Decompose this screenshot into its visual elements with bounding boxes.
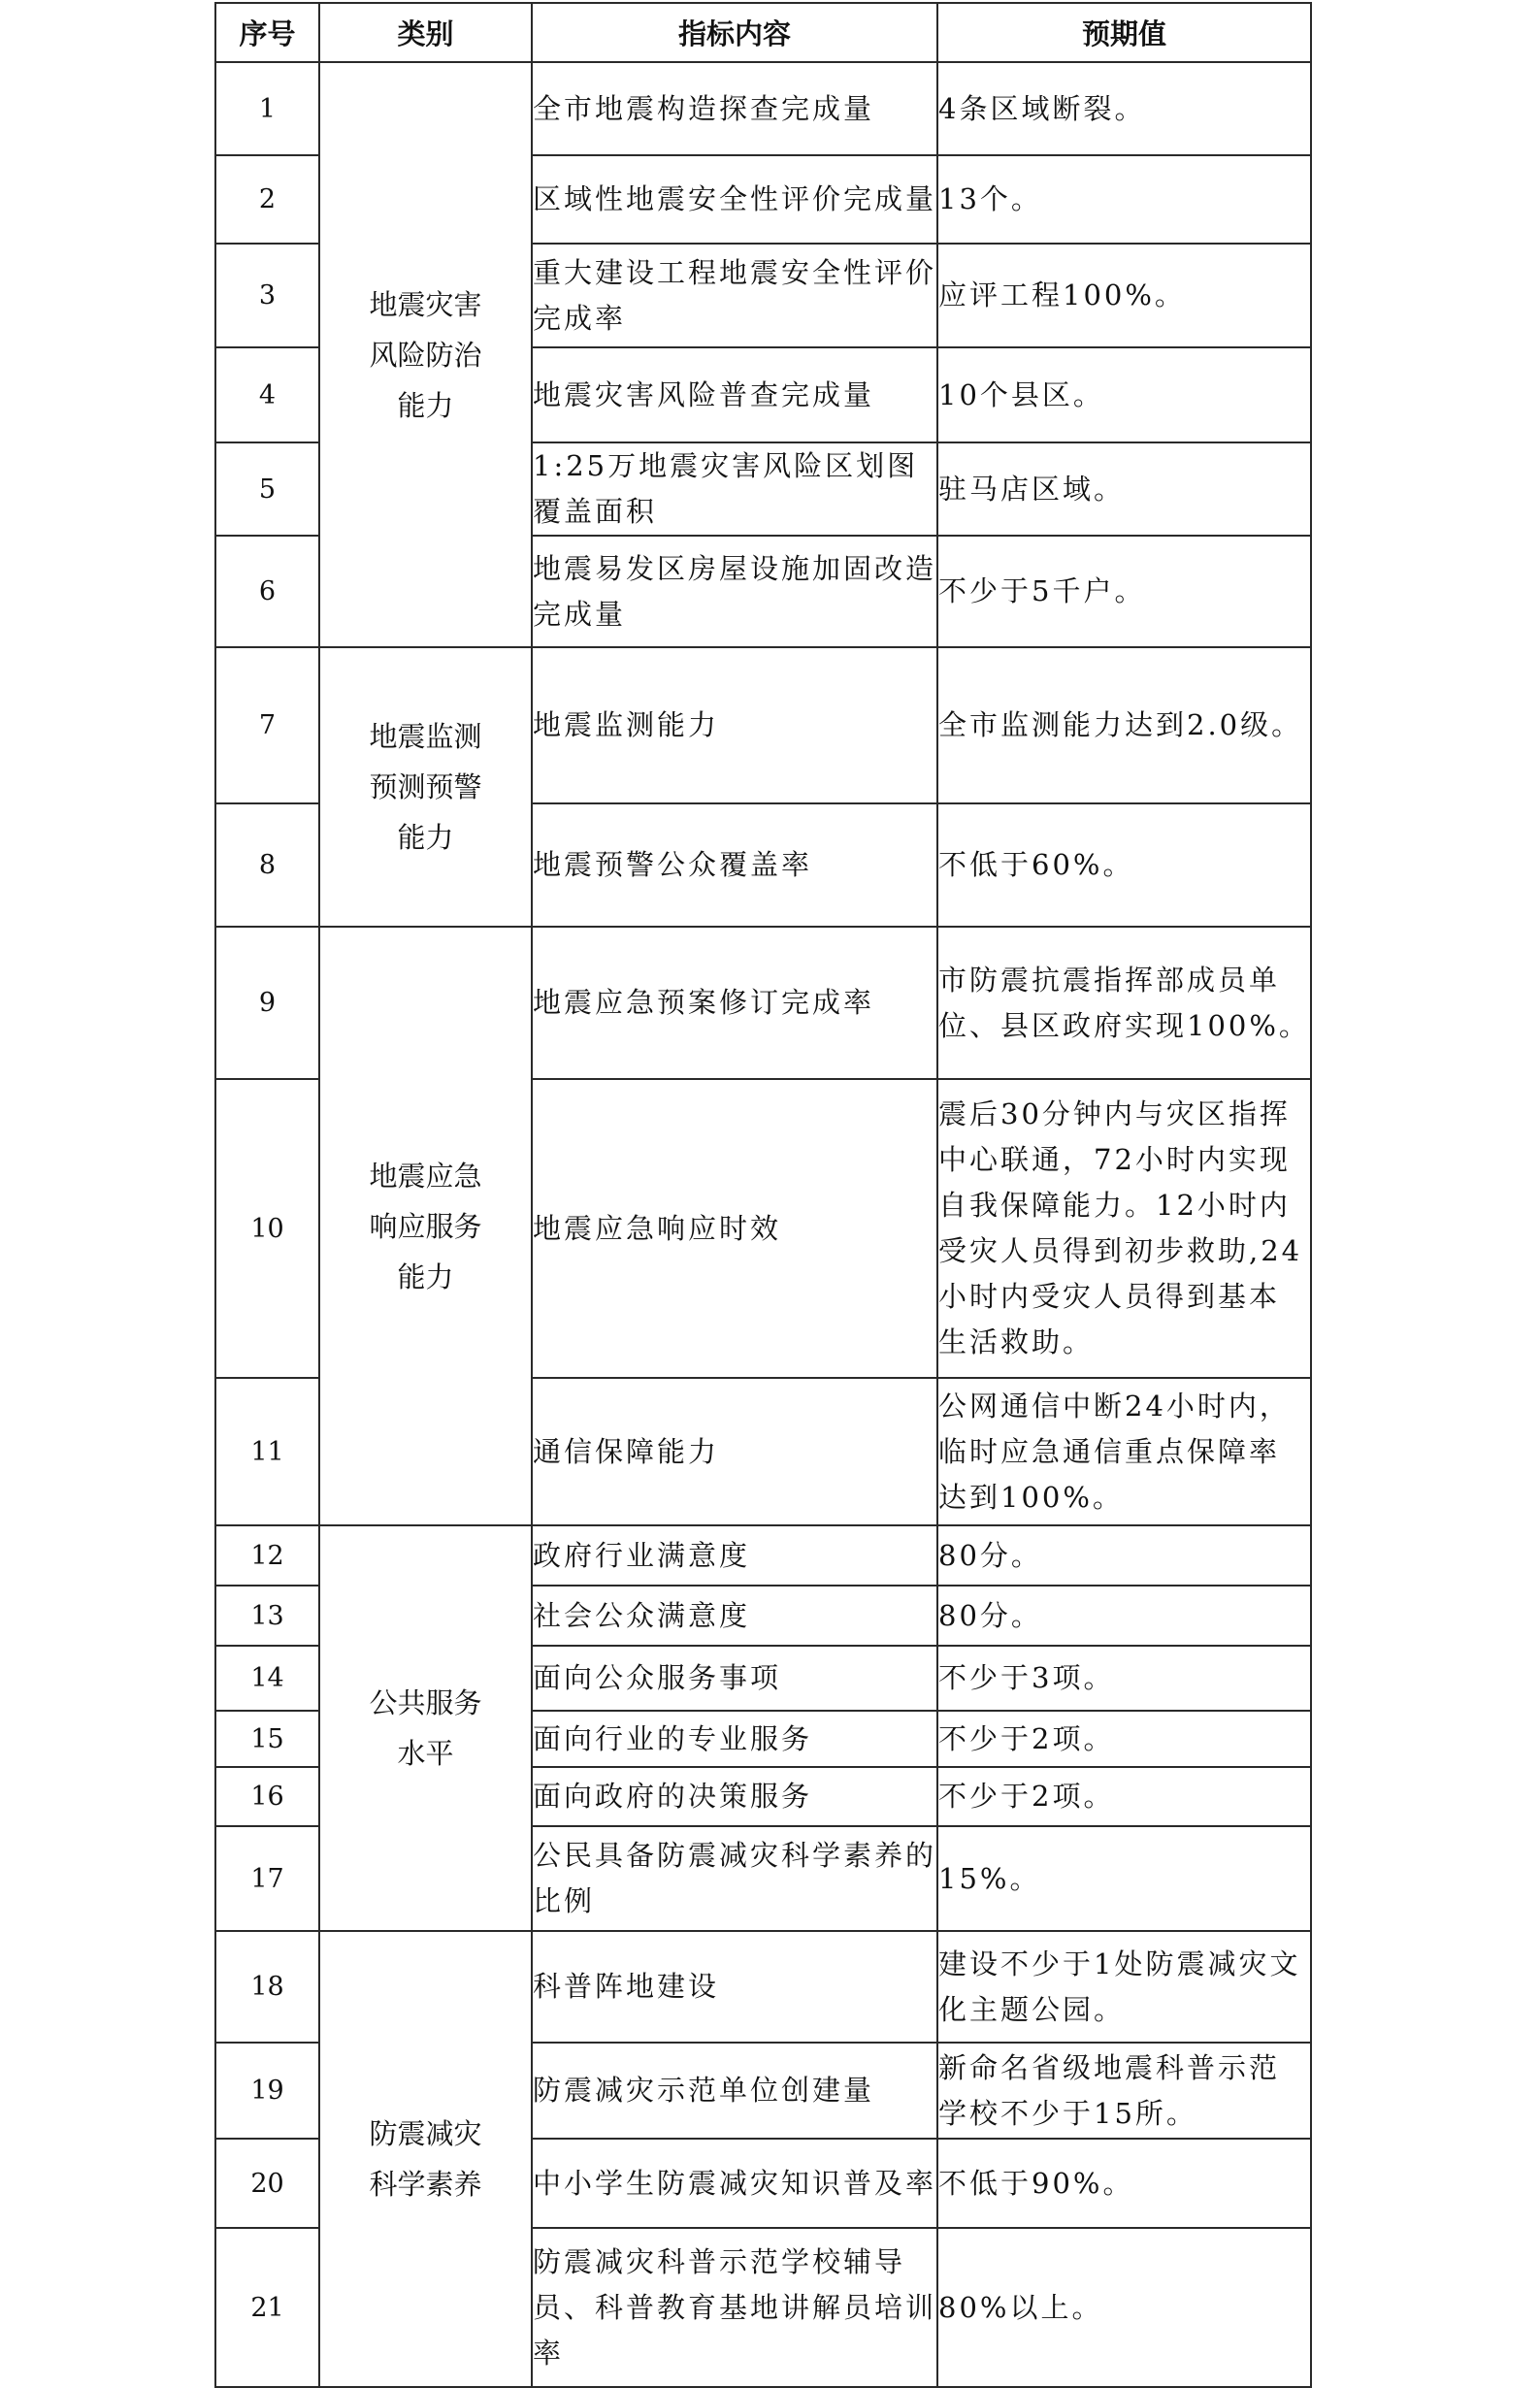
expected-value-cell: 15%。 xyxy=(937,1826,1311,1931)
row-serial-number: 19 xyxy=(215,2043,319,2139)
expected-value-cell: 建设不少于1处防震减灾文化主题公园。 xyxy=(937,1931,1311,2043)
expected-value-cell: 不低于90%。 xyxy=(937,2139,1311,2228)
indicator-cell: 中小学生防震减灾知识普及率 xyxy=(532,2139,937,2228)
row-serial-number: 2 xyxy=(215,155,319,244)
expected-value-cell: 不少于2项。 xyxy=(937,1767,1311,1826)
table-row xyxy=(215,1931,1311,2043)
indicator-cell: 1:25万地震灾害风险区划图覆盖面积 xyxy=(532,442,937,536)
indicator-cell: 地震监测能力 xyxy=(532,647,937,803)
row-serial-number: 3 xyxy=(215,244,319,347)
expected-value-cell: 不低于60%。 xyxy=(937,803,1311,927)
row-serial-number: 9 xyxy=(215,927,319,1079)
row-serial-number: 4 xyxy=(215,347,319,442)
category-label: 公共服务水平 xyxy=(369,1686,482,1770)
indicator-cell: 面向行业的专业服务 xyxy=(532,1711,937,1767)
expected-value-cell: 不少于5千户。 xyxy=(937,536,1311,647)
indicator-cell: 区域性地震安全性评价完成量 xyxy=(532,155,937,244)
expected-value-cell: 13个。 xyxy=(937,155,1311,244)
row-serial-number: 12 xyxy=(215,1525,319,1586)
indicator-cell: 重大建设工程地震安全性评价完成率 xyxy=(532,244,937,347)
category-cell xyxy=(319,647,532,927)
indicator-cell: 面向政府的决策服务 xyxy=(532,1767,937,1826)
indicator-table xyxy=(214,2,1312,2388)
row-serial-number: 1 xyxy=(215,62,319,155)
category-cell xyxy=(319,62,532,647)
expected-value-cell: 80分。 xyxy=(937,1586,1311,1646)
row-serial-number: 21 xyxy=(215,2228,319,2387)
header-expected-value: 预期值 xyxy=(937,3,1311,62)
indicator-cell: 通信保障能力 xyxy=(532,1378,937,1525)
row-serial-number: 11 xyxy=(215,1378,319,1525)
row-serial-number: 5 xyxy=(215,442,319,536)
expected-value-cell: 4条区域断裂。 xyxy=(937,62,1311,155)
row-serial-number: 10 xyxy=(215,1079,319,1378)
expected-value-cell: 新命名省级地震科普示范学校不少于15所。 xyxy=(937,2043,1311,2139)
expected-value-cell: 公网通信中断24小时内，临时应急通信重点保障率达到100%。 xyxy=(937,1378,1311,1525)
header-row xyxy=(215,3,1311,62)
indicator-cell: 公民具备防震减灾科学素养的比例 xyxy=(532,1826,937,1931)
row-serial-number: 6 xyxy=(215,536,319,647)
row-serial-number: 20 xyxy=(215,2139,319,2228)
expected-value-cell: 驻马店区域。 xyxy=(937,442,1311,536)
category-cell xyxy=(319,1931,532,2387)
expected-value-cell: 震后30分钟内与灾区指挥中心联通，72小时内实现自我保障能力。12小时内受灾人员得到初步救助,24小时内受灾人员得到基本生活救助。 xyxy=(937,1079,1311,1378)
expected-value-cell: 全市监测能力达到2.0级。 xyxy=(937,647,1311,803)
row-serial-number: 8 xyxy=(215,803,319,927)
table-body xyxy=(215,62,1311,2387)
expected-value-cell: 市防震抗震指挥部成员单位、县区政府实现100%。 xyxy=(937,927,1311,1079)
table-row xyxy=(215,1525,1311,1586)
row-serial-number: 17 xyxy=(215,1826,319,1931)
category-label: 地震灾害风险防治能力 xyxy=(369,287,482,422)
expected-value-cell: 不少于2项。 xyxy=(937,1711,1311,1767)
category-label: 地震应急响应服务能力 xyxy=(369,1159,482,1293)
indicator-cell: 社会公众满意度 xyxy=(532,1586,937,1646)
category-cell xyxy=(319,1525,532,1931)
header-serial-number: 序号 xyxy=(215,3,319,62)
table-row xyxy=(215,647,1311,803)
table-header xyxy=(215,3,1311,62)
table-row xyxy=(215,62,1311,155)
indicator-cell: 全市地震构造探查完成量 xyxy=(532,62,937,155)
indicator-cell: 地震应急预案修订完成率 xyxy=(532,927,937,1079)
row-serial-number: 13 xyxy=(215,1586,319,1646)
header-indicator: 指标内容 xyxy=(532,3,937,62)
table-row xyxy=(215,927,1311,1079)
expected-value-cell: 80%以上。 xyxy=(937,2228,1311,2387)
category-cell xyxy=(319,927,532,1525)
expected-value-cell: 10个县区。 xyxy=(937,347,1311,442)
indicator-cell: 政府行业满意度 xyxy=(532,1525,937,1586)
indicator-cell: 地震灾害风险普查完成量 xyxy=(532,347,937,442)
expected-value-cell: 80分。 xyxy=(937,1525,1311,1586)
indicator-cell: 科普阵地建设 xyxy=(532,1931,937,2043)
row-serial-number: 18 xyxy=(215,1931,319,2043)
row-serial-number: 7 xyxy=(215,647,319,803)
indicator-cell: 地震应急响应时效 xyxy=(532,1079,937,1378)
row-serial-number: 16 xyxy=(215,1767,319,1826)
indicator-cell: 面向公众服务事项 xyxy=(532,1646,937,1711)
row-serial-number: 14 xyxy=(215,1646,319,1711)
indicator-cell: 地震预警公众覆盖率 xyxy=(532,803,937,927)
indicator-cell: 防震减灾科普示范学校辅导员、科普教育基地讲解员培训率 xyxy=(532,2228,937,2387)
expected-value-cell: 不少于3项。 xyxy=(937,1646,1311,1711)
expected-value-cell: 应评工程100%。 xyxy=(937,244,1311,347)
indicator-cell: 地震易发区房屋设施加固改造完成量 xyxy=(532,536,937,647)
category-label: 防震减灾科学素养 xyxy=(369,2117,482,2201)
category-label: 地震监测预测预警能力 xyxy=(369,720,482,854)
indicator-cell: 防震减灾示范单位创建量 xyxy=(532,2043,937,2139)
header-category: 类别 xyxy=(319,3,532,62)
row-serial-number: 15 xyxy=(215,1711,319,1767)
